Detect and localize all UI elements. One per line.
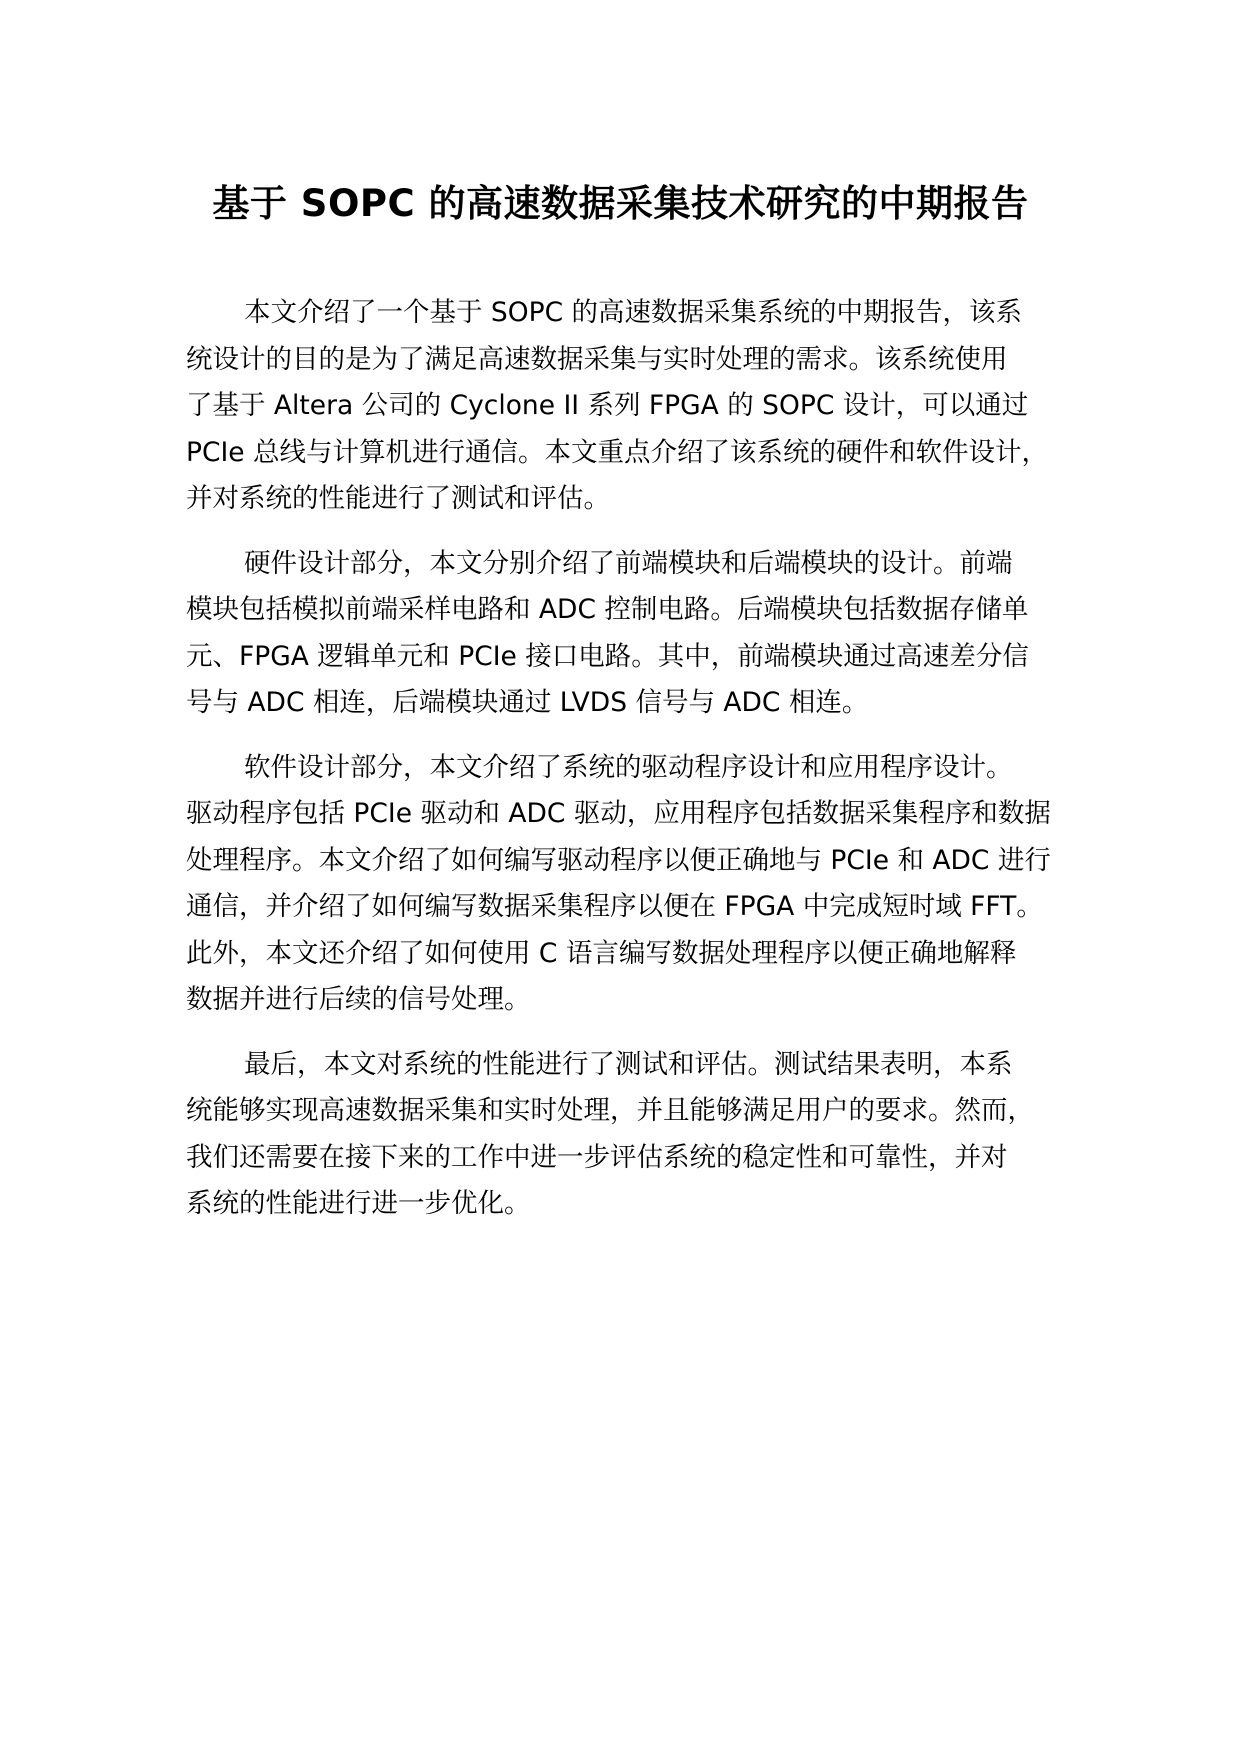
paragraph-line: 系统的性能进行进一步优化。	[186, 1188, 531, 1219]
document-body	[186, 290, 1086, 1246]
paragraph-line: 模块包括模拟前端采样电路和 ADC 控制电路。后端模块包括数据存储单	[186, 594, 1029, 625]
paragraph-line: 处理程序。本文介绍了如何编写驱动程序以便正确地与 PCIe 和 ADC 进行	[186, 844, 1051, 876]
paragraph-line: 统能够实现高速数据采集和实时处理，并且能够满足用户的要求。然而，	[186, 1095, 1034, 1126]
paragraph-line: 并对系统的性能进行了测试和评估。	[186, 483, 610, 514]
paragraph-3	[186, 745, 1086, 1024]
paragraph-4	[186, 1042, 1086, 1228]
paragraph-line: 本文介绍了一个基于 SOPC 的高速数据采集系统的中期报告，该系	[244, 297, 1023, 328]
paragraph-line: PCIe 总线与计算机进行通信。本文重点介绍了该系统的硬件和软件设计，	[186, 436, 1049, 468]
paragraph-line: 号与 ADC 相连，后端模块通过 LVDS 信号与 ADC 相连。	[186, 687, 869, 718]
paragraph-line: 驱动程序包括 PCIe 驱动和 ADC 驱动，应用程序包括数据采集程序和数据	[186, 798, 1051, 829]
paragraph-line: 软件设计部分，本文介绍了系统的驱动程序设计和应用程序设计。	[244, 751, 1013, 783]
paragraph-line: 硬件设计部分，本文分别介绍了前端模块和后端模块的设计。前端	[244, 547, 1013, 579]
paragraph-line: 通信，并介绍了如何编写数据采集程序以便在 FPGA 中完成短时域 FFT。	[186, 891, 1043, 922]
paragraph-line: 我们还需要在接下来的工作中进一步评估系统的稳定性和可靠性，并对	[186, 1141, 1008, 1173]
document-title: 基于 SOPC 的高速数据采集技术研究的中期报告	[212, 182, 1029, 225]
paragraph-1	[186, 290, 1086, 523]
paragraph-line: 了基于 Altera 公司的 Cyclone II 系列 FPGA 的 SOPC 设计，可以通过	[186, 390, 1029, 421]
paragraph-line: 统设计的目的是为了满足高速数据采集与实时处理的需求。该系统使用	[186, 343, 1008, 375]
paragraph-2	[186, 541, 1086, 727]
paragraph-line: 最后，本文对系统的性能进行了测试和评估。测试结果表明，本系	[244, 1048, 1013, 1080]
paragraph-line: 此外，本文还介绍了如何使用 C 语言编写数据处理程序以便正确地解释	[186, 937, 1017, 969]
paragraph-line: 数据并进行后续的信号处理。	[186, 984, 531, 1015]
paragraph-line: 元、FPGA 逻辑单元和 PCIe 接口电路。其中，前端模块通过高速差分信	[186, 640, 1029, 672]
